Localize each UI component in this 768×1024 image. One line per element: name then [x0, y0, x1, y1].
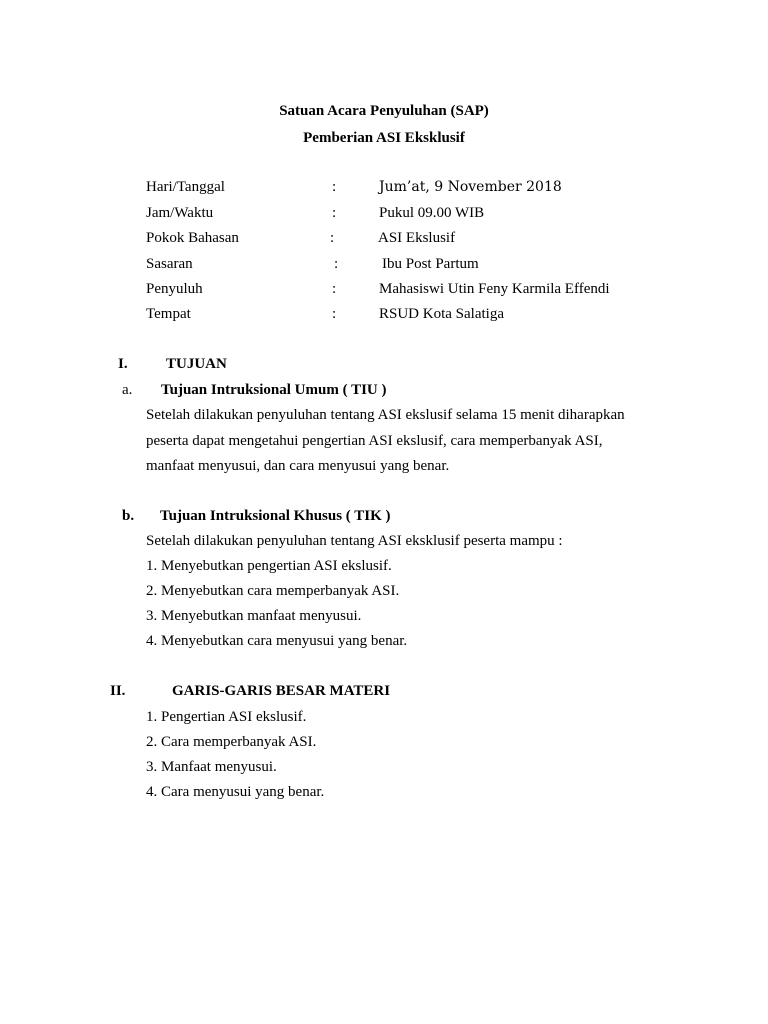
- info-separator: :: [330, 230, 335, 246]
- section-heading: TUJUAN: [166, 356, 227, 372]
- paragraph-line: peserta dapat mengetahui pengertian ASI ekslusif, cara memperbanyak ASI,: [146, 433, 603, 449]
- info-separator: :: [332, 205, 337, 221]
- subsection-heading-tik: Tujuan Intruksional Khusus ( TIK ): [160, 508, 391, 524]
- subsection-heading-tiu: Tujuan Intruksional Umum ( TIU ): [161, 382, 387, 398]
- list-item: 4. Cara menyusui yang benar.: [146, 784, 325, 800]
- section-number: I.: [118, 356, 128, 372]
- info-label: Sasaran: [146, 256, 193, 272]
- info-separator: :: [334, 256, 339, 272]
- paragraph-line: Setelah dilakukan penyuluhan tentang ASI eksklusif peserta mampu :: [146, 533, 563, 549]
- info-separator: :: [332, 281, 337, 297]
- info-value: Mahasiswi Utin Feny Karmila Effendi: [379, 281, 610, 297]
- paragraph-line: Setelah dilakukan penyuluhan tentang ASI ekslusif selama 15 menit diharapkan: [146, 407, 625, 423]
- info-label: Pokok Bahasan: [146, 230, 239, 246]
- info-value: Pukul 09.00 WIB: [379, 205, 485, 221]
- info-label: Penyuluh: [146, 281, 203, 297]
- info-separator: :: [332, 306, 337, 322]
- document-title: Satuan Acara Penyuluhan (SAP): [279, 103, 489, 119]
- info-value: Jum’at, 9 November 2018: [379, 179, 562, 195]
- info-label: Tempat: [146, 306, 191, 322]
- list-item: 2. Cara memperbanyak ASI.: [146, 734, 317, 750]
- list-item: 3. Manfaat menyusui.: [146, 759, 277, 775]
- info-value: RSUD Kota Salatiga: [379, 306, 504, 322]
- info-value: ASI Ekslusif: [378, 230, 456, 246]
- info-label: Hari/Tanggal: [146, 179, 225, 195]
- subsection-letter: a.: [122, 382, 133, 398]
- list-item: 1. Pengertian ASI ekslusif.: [146, 709, 307, 725]
- list-item: 4. Menyebutkan cara menyusui yang benar.: [146, 633, 408, 649]
- list-item: 2. Menyebutkan cara memperbanyak ASI.: [146, 583, 400, 599]
- info-label: Jam/Waktu: [146, 205, 214, 221]
- section-number: II.: [110, 683, 126, 699]
- section-heading: GARIS-GARIS BESAR MATERI: [172, 683, 391, 699]
- info-separator: :: [332, 179, 337, 195]
- document-subtitle: Pemberian ASI Eksklusif: [303, 130, 465, 146]
- info-value: Ibu Post Partum: [382, 256, 479, 272]
- paragraph-line: manfaat menyusui, dan cara menyusui yang benar.: [146, 458, 450, 474]
- subsection-letter: b.: [122, 508, 135, 524]
- list-item: 1. Menyebutkan pengertian ASI ekslusif.: [146, 558, 392, 574]
- list-item: 3. Menyebutkan manfaat menyusui.: [146, 608, 362, 624]
